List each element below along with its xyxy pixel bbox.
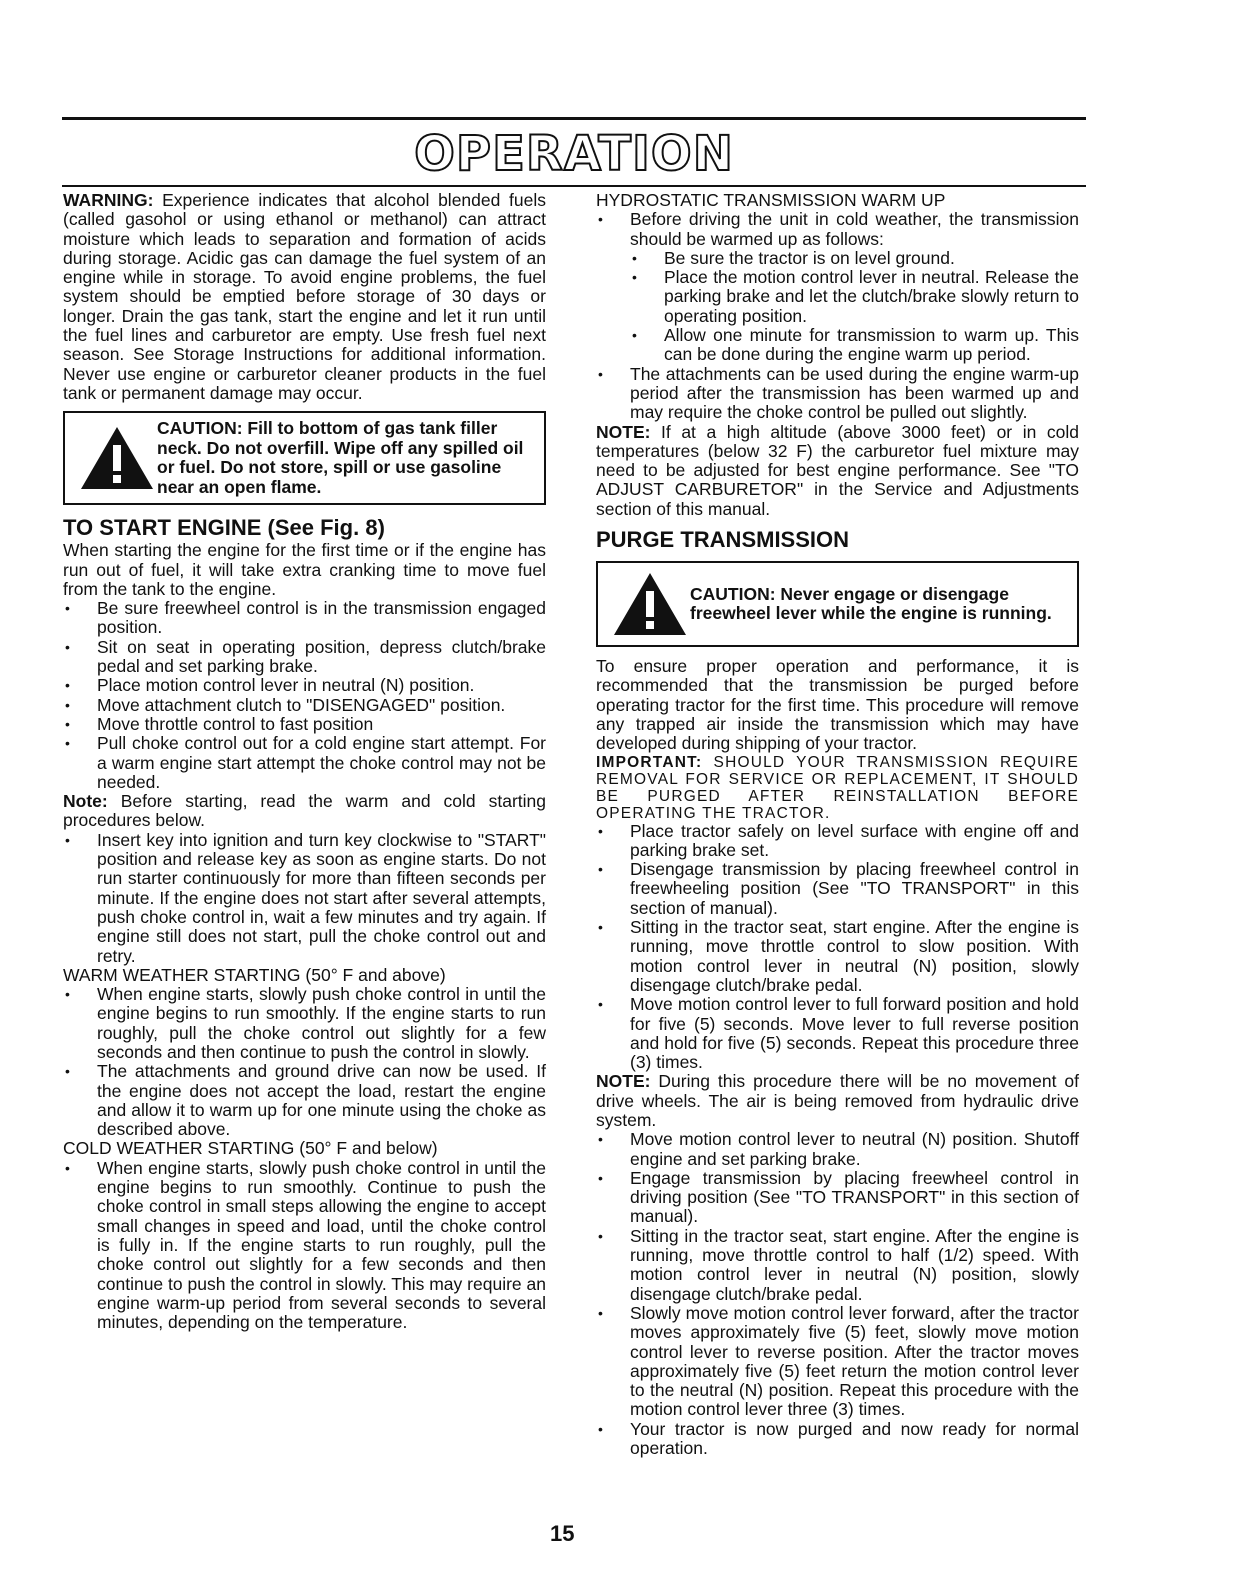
list-item: • Move attachment clutch to "DISENGAGED" position.	[63, 696, 546, 715]
list-item: • Your tractor is now purged and now ready for normal operation.	[596, 1420, 1079, 1459]
cold-weather-heading: COLD WEATHER STARTING (50° F and below)	[63, 1138, 438, 1159]
list-item: • Disengage transmission by placing freewheel control in freewheeling position (See "TO TRANSPORT" in this section of manual).	[596, 860, 1079, 918]
warning-triangle-icon	[610, 569, 690, 639]
note-label: NOTE:	[596, 1071, 651, 1092]
note-text: During this procedure there will be no movement of drive wheels. The air is being removed from hydraulic drive system.	[596, 1071, 1079, 1130]
cold-weather-list	[63, 1159, 546, 1333]
purge-intro: To ensure proper operation and performance, it is recommended that the transmission be purged before operating tractor for the first time. This procedure will remove any trapped air inside the transmission which may have developed during shipping of your tractor.	[596, 656, 1079, 754]
note-drive-wheels	[596, 1072, 1079, 1130]
warning-label: WARNING:	[63, 190, 154, 210]
start-engine-intro: When starting the engine for the first time or if the engine has run out of fuel, it will take extra cranking time to move fuel from the tank to the engine.	[63, 540, 546, 599]
list-item: • Move motion control lever to neutral (N) position. Shutoff engine and set parking brake.	[596, 1130, 1079, 1169]
start-engine-heading: TO START ENGINE (See Fig. 8)	[63, 515, 385, 541]
caution-box-fuel	[63, 411, 546, 505]
warning-triangle-icon	[77, 423, 157, 493]
hydro-list	[596, 210, 1079, 249]
list-item: • Sitting in the tractor seat, start engine. After the engine is running, move throttle control to half (1/2) speed. With motion control lever in neutral (N) position, slowly disengage clutch/brake pedal.	[596, 1227, 1079, 1304]
list-item: • When engine starts, slowly push choke control in until the engine begins to run smoothly. If the engine starts to run roughly, pull the choke control out slightly for a few seconds and then continue to push the control in slowly.	[63, 985, 546, 1062]
list-item: • Move throttle control to fast position	[63, 715, 546, 734]
title-rule	[62, 185, 1086, 187]
list-item: • The attachments can be used during the engine warm-up period after the transmission has been warmed up and may require the choke control be pulled out slightly.	[596, 365, 1079, 423]
list-item: • Before driving the unit in cold weather, the transmission should be warmed up as follows:	[596, 210, 1079, 249]
list-item: • The attachments and ground drive can now be used. If the engine does not accept the load, restart the engine and allow it to warm up for one minute using the choke as described above.	[63, 1062, 546, 1139]
purge-list	[596, 822, 1079, 1073]
note-text: If at a high altitude (above 3000 feet) or in cold temperatures (below 32 F) the carburetor fuel mixture may need to be adjusted for best engine performance. See "TO ADJUST CARBURETOR" in the Service and Adjustments section of this manual.	[596, 421, 1079, 519]
left-column	[63, 191, 546, 1332]
list-item: • Sit on seat in operating position, depress clutch/brake pedal and set parking brake.	[63, 638, 546, 677]
caution-box-freewheel	[596, 561, 1079, 647]
list-item: • Place the motion control lever in neutral. Release the parking brake and let the clutch/brake slowly return to operating position.	[630, 268, 1079, 326]
page-title: OPERATION	[414, 126, 734, 182]
note-paragraph	[63, 792, 546, 831]
important-label: IMPORTANT:	[596, 753, 703, 771]
note-label: NOTE:	[596, 421, 651, 442]
list-item: • Pull choke control out for a cold engine start attempt. For a warm engine start attempt the choke control may not be needed.	[63, 734, 546, 792]
hydro-heading: HYDROSTATIC TRANSMISSION WARM UP	[596, 190, 946, 210]
hydro-list-2	[596, 365, 1079, 423]
caution-text-fuel: CAUTION: Fill to bottom of gas tank filler neck. Do not overfill. Wipe off any spilled oil or fuel. Do not store, spill or use gasoline near an open flame.	[157, 418, 524, 497]
list-item: • Place tractor safely on level surface with engine off and parking brake set.	[596, 822, 1079, 861]
list-item: • Slowly move motion control lever forward, after the tractor moves approximately five (5) feet, slowly move motion control lever to reverse position. After the tractor moves approximately five (5) feet return the motion control lever to the neutral (N) position. Repeat this procedure with the motion control lever three (3) times.	[596, 1304, 1079, 1420]
list-item: • Sitting in the tractor seat, start engine. After the engine is running, move throttle control to slow position. With motion control lever in neutral (N) position, slowly disengage clutch/brake pedal.	[596, 918, 1079, 995]
list-item: • Move motion control lever to full forward position and hold for five (5) seconds. Move lever to full reverse position and hold for five (5) seconds. Repeat this procedure three (3) times.	[596, 995, 1079, 1072]
note-altitude	[596, 423, 1079, 519]
important-text: SHOULD YOUR TRANSMISSION REQUIRE REMOVAL FOR SERVICE OR REPLACEMENT, IT SHOULD BE PURGED AFTER REINSTALLATION BEFORE OPERATING THE TRACTOR.	[596, 753, 1079, 822]
final-list	[596, 1130, 1079, 1458]
important-paragraph	[596, 754, 1079, 822]
list-item: • Place motion control lever in neutral (N) position.	[63, 676, 546, 695]
list-item: • Engage transmission by placing freewheel control in driving position (See "TO TRANSPORT" in this section of manual).	[596, 1169, 1079, 1227]
list-item: • Insert key into ignition and turn key clockwise to "START" position and release key as soon as engine starts. Do not run starter continuously for more than fifteen seconds per minute. If the engine does not start after several attempts, push choke control in, wait a few minutes and try again. If engine still does not start, pull the choke control out and retry.	[63, 831, 546, 966]
right-column	[596, 191, 1079, 1458]
caution-text-freewheel: CAUTION: Never engage or disengage freewheel lever while the engine is running.	[690, 583, 1052, 624]
list-item: • Allow one minute for transmission to warm up. This can be done during the engine warm up period.	[630, 326, 1079, 365]
warning-text: Experience indicates that alcohol blended fuels (called gasohol or using ethanol or methanol) can attract moisture which leads to separation and formation of acids during storage. Acidic gas can damage the fuel system of an engine while in storage. To avoid engine problems, the fuel system should be emptied before storage of 30 days or longer. Drain the gas tank, start the engine and let it run until the fuel lines and carburetor are empty. Use fresh fuel next season. See Storage Instructions for additional information. Never use engine or carburetor cleaner products in the fuel tank or permanent damage may occur.	[63, 190, 546, 403]
top-rule	[62, 117, 1086, 120]
warm-weather-heading: WARM WEATHER STARTING (50° F and above)	[63, 964, 446, 985]
page-number: 15	[550, 1521, 575, 1546]
warning-paragraph	[63, 191, 546, 403]
purge-heading: PURGE TRANSMISSION	[596, 527, 850, 553]
key-list	[63, 831, 546, 966]
warm-weather-list	[63, 985, 546, 1139]
list-item: • When engine starts, slowly push choke control in until the engine begins to run smoothly. Continue to push the choke control in small steps allowing the engine to accept small changes in speed and load, until the choke control is fully in. If the engine starts to run roughly, pull the choke control out slightly for a few seconds and then continue to push the control in slowly. This may require an engine warm-up period from several seconds to several minutes, depending on the temperature.	[63, 1159, 546, 1333]
start-engine-list	[63, 599, 546, 792]
list-item: • Be sure freewheel control is in the transmission engaged position.	[63, 599, 546, 638]
note-label: Note:	[63, 791, 108, 812]
note-text: Before starting, read the warm and cold starting procedures below.	[63, 791, 546, 831]
list-item: • Be sure the tractor is on level ground.	[630, 249, 1079, 268]
hydro-sub-list	[630, 249, 1079, 365]
